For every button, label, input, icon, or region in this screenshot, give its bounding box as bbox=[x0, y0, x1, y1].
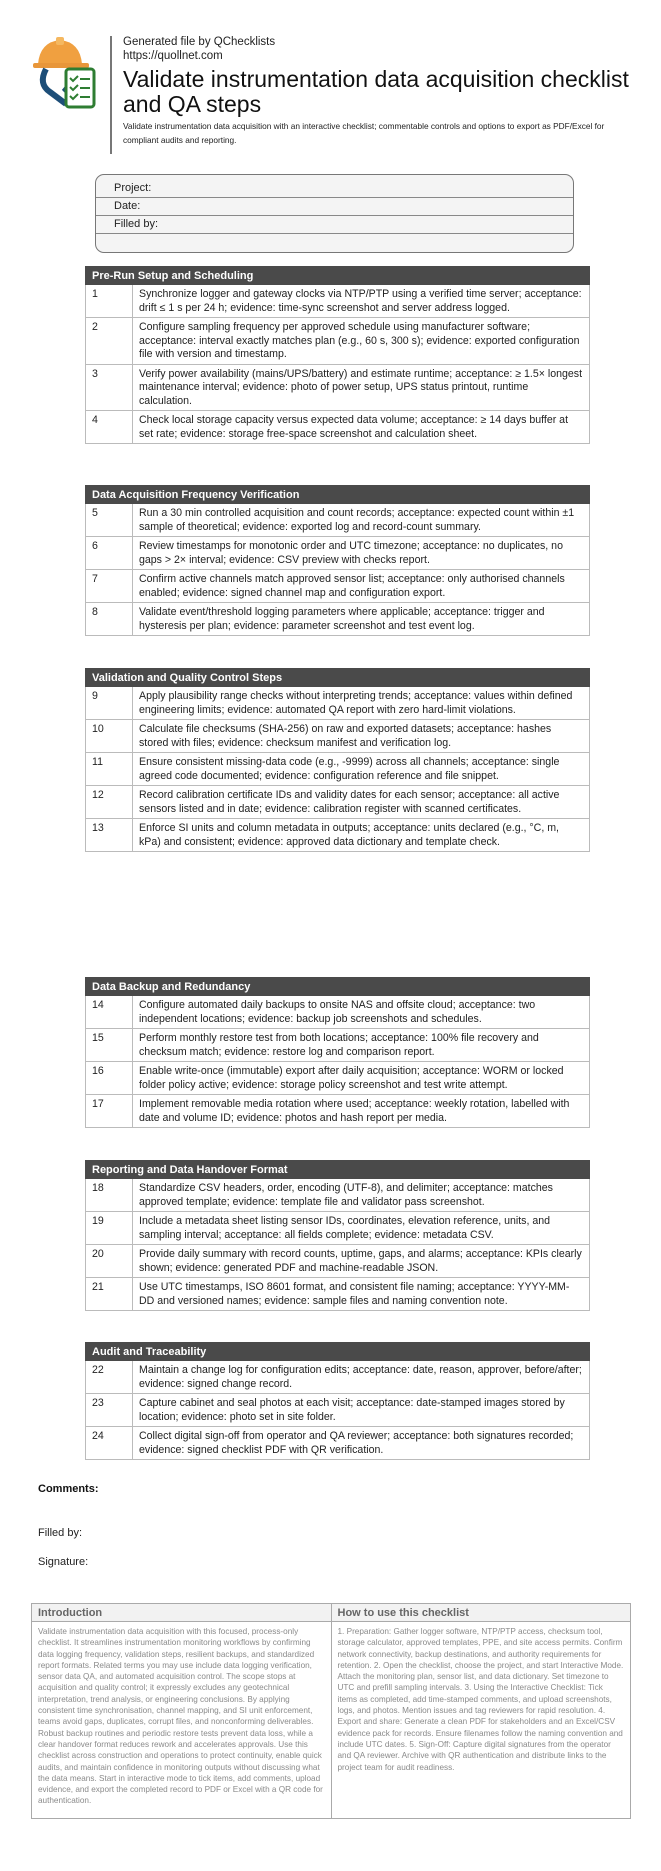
item-text: Confirm active channels match approved sensor list; acceptance: only authorised channels enabled; evidence: signed channel map and configuration export. bbox=[133, 570, 590, 603]
item-text: Calculate file checksums (SHA-256) on raw and exported datasets; acceptance: hashes stored with files; evidence: checksum manifest and verification log. bbox=[133, 720, 590, 753]
table-row[interactable] bbox=[86, 786, 590, 819]
item-number: 23 bbox=[86, 1394, 133, 1427]
table-row[interactable] bbox=[86, 1245, 590, 1278]
section-header: Audit and Traceability bbox=[85, 1342, 590, 1361]
item-text: Run a 30 min controlled acquisition and count records; acceptance: expected count within ±1 sample of theoretical; evidence: exported log and record-count summary. bbox=[133, 504, 590, 537]
table-row[interactable] bbox=[86, 687, 590, 720]
item-number: 17 bbox=[86, 1095, 133, 1128]
item-number: 22 bbox=[86, 1361, 133, 1394]
table-row[interactable] bbox=[86, 537, 590, 570]
comments-label: Comments: bbox=[38, 1483, 99, 1495]
table-row[interactable] bbox=[86, 1029, 590, 1062]
how-to-heading: How to use this checklist bbox=[332, 1604, 631, 1622]
item-text: Maintain a change log for configuration edits; acceptance: date, reason, approver, before/after; evidence: signed change record. bbox=[133, 1361, 590, 1394]
item-text: Enable write-once (immutable) export after daily acquisition; acceptance: WORM or locked folder policy active; evidence: storage policy screenshot and test write attempt. bbox=[133, 1062, 590, 1095]
date-field[interactable]: Date: bbox=[96, 198, 573, 216]
table-row[interactable] bbox=[86, 1361, 590, 1394]
item-number: 15 bbox=[86, 1029, 133, 1062]
table-row[interactable] bbox=[86, 1427, 590, 1460]
item-number: 2 bbox=[86, 318, 133, 365]
item-number: 21 bbox=[86, 1278, 133, 1311]
table-row[interactable] bbox=[86, 720, 590, 753]
table-row[interactable] bbox=[86, 1062, 590, 1095]
table-row[interactable] bbox=[86, 364, 590, 411]
header-divider bbox=[110, 36, 112, 154]
item-text: Validate event/threshold logging parameters where applicable; acceptance: trigger and hysteresis per plan; evidence: parameter screenshot and test event log. bbox=[133, 603, 590, 636]
hardhat-checklist-logo-icon bbox=[30, 36, 102, 114]
item-text: Verify power availability (mains/UPS/battery) and estimate runtime; acceptance: ≥ 1.5× longest maintenance interval; evidence: photo of power setup, UPS status printout, runtime calculation. bbox=[133, 364, 590, 411]
item-number: 20 bbox=[86, 1245, 133, 1278]
table-row[interactable] bbox=[86, 411, 590, 444]
section-audit-traceability bbox=[85, 1342, 590, 1460]
item-text: Synchronize logger and gateway clocks via NTP/PTP using a verified time server; acceptance: drift ≤ 1 s per 24 h; evidence: time-sync screenshot and server address logged. bbox=[133, 285, 590, 318]
introduction-text: Validate instrumentation data acquisition with this focused, process-only checklist. It streamlines instrumentation monitoring workflows by confirming data logging frequency, validation steps, resilient backups, and standardized report formats. Related terms you may use include data logging verification, sensor data QA, and automated acquisition control. The scope stops at acquisition and quality control; it expressly excludes any geotechnical interpretation, trend analysis, or engineering conclusions. By applying consistent time synchronisation, channel mapping, and SI unit enforcement, teams avoid gaps, duplicates, corrupt files, and nonconforming deliverables. Robust backup routines and periodic restore tests prevent data loss, while a clear handover format reduces rework and accelerates approvals. Use this checklist across construction and operations to protect continuity, enable quick audits, and maintain confidence in monitoring outputs without discussing what the data means. Start in interactive mode to tick items, add comments, upload evidence, and export the completed record to PDF or Excel with a QR code for authentication. bbox=[38, 1627, 323, 1806]
item-number: 18 bbox=[86, 1179, 133, 1212]
section-pre-run-setup bbox=[85, 266, 590, 444]
table-row[interactable] bbox=[86, 285, 590, 318]
item-text: Perform monthly restore test from both locations; acceptance: 100% file recovery and checksum match; evidence: restore log and comparison report. bbox=[133, 1029, 590, 1062]
item-number: 9 bbox=[86, 687, 133, 720]
table-row[interactable] bbox=[86, 318, 590, 365]
table-row[interactable] bbox=[86, 570, 590, 603]
item-text: Check local storage capacity versus expected data volume; acceptance: ≥ 14 days buffer at set rate; evidence: storage free-space screenshot and calculation sheet. bbox=[133, 411, 590, 444]
item-number: 8 bbox=[86, 603, 133, 636]
table-row[interactable] bbox=[86, 1212, 590, 1245]
introduction-heading: Introduction bbox=[32, 1604, 331, 1622]
item-number: 24 bbox=[86, 1427, 133, 1460]
introduction-panel bbox=[32, 1604, 331, 1818]
item-text: Configure automated daily backups to onsite NAS and offsite cloud; acceptance: two independent locations; evidence: backup job screenshots and schedules. bbox=[133, 996, 590, 1029]
item-text: Record calibration certificate IDs and validity dates for each sensor; acceptance: all active sensors listed and in date; evidence: calibration register with scanned certificates. bbox=[133, 786, 590, 819]
generated-by-label: Generated file by QChecklists bbox=[123, 36, 276, 48]
item-number: 11 bbox=[86, 753, 133, 786]
section-header: Pre-Run Setup and Scheduling bbox=[85, 266, 590, 285]
item-text: Enforce SI units and column metadata in outputs; acceptance: units declared (e.g., °C, m, kPa) and consistent; evidence: approved data dictionary and template check. bbox=[133, 819, 590, 852]
item-text: Configure sampling frequency per approved schedule using manufacturer software; acceptance: interval exactly matches plan (e.g., 60 s, 300 s); evidence: exported configuration file with version and timestamp. bbox=[133, 318, 590, 365]
item-number: 10 bbox=[86, 720, 133, 753]
page-title: Validate instrumentation data acquisition checklist and QA steps bbox=[123, 66, 629, 117]
item-text: Include a metadata sheet listing sensor IDs, coordinates, elevation reference, units, and sampling interval; acceptance: all fields complete; evidence: metadata CSV. bbox=[133, 1212, 590, 1245]
item-text: Standardize CSV headers, order, encoding (UTF-8), and delimiter; acceptance: matches approved template; evidence: template file and validator pass screenshot. bbox=[133, 1179, 590, 1212]
item-text: Ensure consistent missing-data code (e.g., -9999) across all channels; acceptance: single agreed code documented; evidence: configuration reference and file snippet. bbox=[133, 753, 590, 786]
section-frequency-verification bbox=[85, 485, 590, 636]
source-url-link[interactable]: https://quollnet.com bbox=[123, 49, 223, 62]
section-validation-qc bbox=[85, 668, 590, 852]
item-number: 1 bbox=[86, 285, 133, 318]
table-row[interactable] bbox=[86, 1394, 590, 1427]
item-number: 3 bbox=[86, 364, 133, 411]
table-row[interactable] bbox=[86, 1278, 590, 1311]
info-panels bbox=[31, 1603, 631, 1819]
item-number: 16 bbox=[86, 1062, 133, 1095]
document-header bbox=[30, 36, 640, 154]
table-row[interactable] bbox=[86, 1095, 590, 1128]
item-number: 14 bbox=[86, 996, 133, 1029]
item-number: 6 bbox=[86, 537, 133, 570]
table-row[interactable] bbox=[86, 504, 590, 537]
signature-field[interactable]: Signature: bbox=[38, 1556, 89, 1568]
item-number: 4 bbox=[86, 411, 133, 444]
section-header: Validation and Quality Control Steps bbox=[85, 668, 590, 687]
item-text: Collect digital sign-off from operator and QA reviewer; acceptance: both signatures recorded; evidence: signed checklist PDF with QR verification. bbox=[133, 1427, 590, 1460]
section-header: Data Acquisition Frequency Verification bbox=[85, 485, 590, 504]
item-text: Apply plausibility range checks without interpreting trends; acceptance: values within defined engineering limits; evidence: automated QA report with zero hard-limit violations. bbox=[133, 687, 590, 720]
item-text: Provide daily summary with record counts, uptime, gaps, and alarms; acceptance: KPIs clearly shown; evidence: generated PDF and machine-readable JSON. bbox=[133, 1245, 590, 1278]
how-to-panel bbox=[331, 1604, 631, 1818]
item-text: Implement removable media rotation where used; acceptance: weekly rotation, labelled with date and volume ID; evidence: photos and hash report per media. bbox=[133, 1095, 590, 1128]
table-row[interactable] bbox=[86, 603, 590, 636]
how-to-text: 1. Preparation: Gather logger software, NTP/PTP access, checksum tool, storage calculator, approved templates, PPE, and site access permits. Confirm network connectivity, backup destinations, and authority requirements for retention. 2. Open the checklist, choose the project, and start Interactive Mode. Attach the monitoring plan, sensor list, and data dictionary. Set timezone to UTC and prefill sampling intervals. 3. Using the Interactive Checklist: Tick items as completed, add time-stamped comments, and upload screenshots, logs, and photos. Mention issues and tag reviewers for rapid resolution. 4. Export and share: Generate a clean PDF for stakeholders and an Excel/CSV evidence pack for records. Ensure filenames follow the naming convention and include UTC dates. 5. Sign-Off: Capture digital signatures from the operator and QA reviewer. Archive with QR authentication and distribute links to the project team for audit readiness. bbox=[337, 1627, 624, 1772]
item-text: Capture cabinet and seal photos at each visit; acceptance: date-stamped images stored by location; evidence: photo set in site folder. bbox=[133, 1394, 590, 1427]
item-number: 19 bbox=[86, 1212, 133, 1245]
section-backup-redundancy bbox=[85, 977, 590, 1128]
section-header: Reporting and Data Handover Format bbox=[85, 1160, 590, 1179]
section-header: Data Backup and Redundancy bbox=[85, 977, 590, 996]
item-number: 12 bbox=[86, 786, 133, 819]
table-row[interactable] bbox=[86, 1179, 590, 1212]
table-row[interactable] bbox=[86, 753, 590, 786]
filled-by-field[interactable]: Filled by: bbox=[96, 216, 573, 234]
page-subtitle: Validate instrumentation data acquisition with an interactive checklist; commentable controls and options to export as PDF/Excel for compliant audits and reporting. bbox=[123, 121, 605, 145]
item-number: 13 bbox=[86, 819, 133, 852]
section-reporting-handover bbox=[85, 1160, 590, 1311]
table-row[interactable] bbox=[86, 819, 590, 852]
project-info-box bbox=[95, 174, 574, 253]
item-text: Use UTC timestamps, ISO 8601 format, and consistent file naming; acceptance: YYYY-MM-DD and versioned names; evidence: sample files and naming convention note. bbox=[133, 1278, 590, 1311]
item-number: 7 bbox=[86, 570, 133, 603]
table-row[interactable] bbox=[86, 996, 590, 1029]
project-field[interactable]: Project: bbox=[96, 175, 573, 198]
item-text: Review timestamps for monotonic order and UTC timezone; acceptance: no duplicates, no gaps > 2× interval; evidence: CSV preview with checks report. bbox=[133, 537, 590, 570]
filled-by-signoff-field[interactable]: Filled by: bbox=[38, 1527, 83, 1539]
item-number: 5 bbox=[86, 504, 133, 537]
